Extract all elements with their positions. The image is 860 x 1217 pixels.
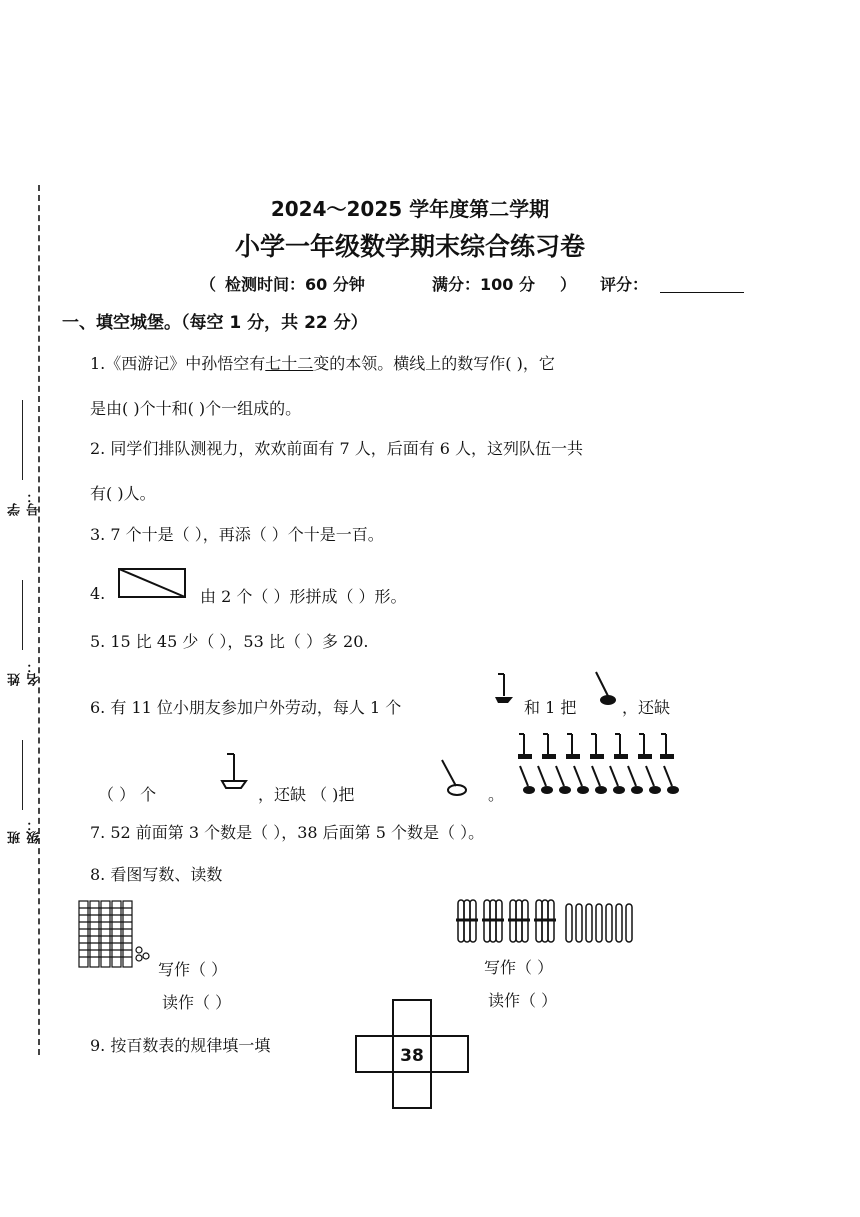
hundred-squares-figure [78, 900, 158, 970]
question-6-text-c: ，还缺 [622, 698, 671, 717]
question-3: 3. 7 个十是（ ），再添（ ）个十是一百。 [90, 525, 384, 544]
question-6-text-b: 和 1 把 [524, 698, 577, 717]
exam-close-paren: ） [560, 275, 577, 294]
shovel-icon [542, 734, 556, 759]
stick-bundle [508, 900, 530, 942]
shovel-icon [518, 734, 532, 759]
broom-icon [610, 766, 625, 794]
full-score: 满分：100 分 [432, 275, 535, 294]
question-1-line-1 [90, 351, 555, 374]
tools-group-figure [514, 730, 684, 800]
question-8-left-read: 读作（ ） [162, 993, 232, 1012]
question-8-title: 8. 看图写数、读数 [90, 865, 223, 884]
broom-icon [438, 758, 468, 798]
single-sticks [566, 904, 632, 942]
section-1-title: 一、填空城堡。（每空 1 分，共 22 分） [62, 313, 368, 333]
class-label: 班级： [8, 818, 42, 844]
question-9-title: 9. 按百数表的规律填一填 [90, 1036, 271, 1055]
shovel-icon [590, 734, 604, 759]
stick-bundles-figure [456, 896, 642, 948]
broom-icon [520, 766, 535, 794]
question-5: 5. 15 比 45 少（ ），53 比（ ）多 20. [90, 632, 369, 651]
term-title: 2024～2025 学年度第二学期 [270, 197, 550, 221]
rectangle-diagonal-figure [118, 568, 188, 602]
hundred-chart-cross [354, 998, 472, 1110]
question-8-right-write: 写作（ ） [484, 958, 554, 977]
page-title: 小学一年级数学期末综合练习卷 [234, 232, 585, 261]
name-blank [22, 580, 23, 650]
broom-icon [574, 766, 589, 794]
shovel-row [518, 734, 674, 759]
broom-icon [592, 670, 620, 708]
stick-bundle [456, 900, 478, 942]
question-2-line-1: 2. 同学们排队测视力，欢欢前面有 7 人，后面有 6 人，这列队伍一共 [90, 439, 584, 458]
shovel-icon [492, 672, 518, 708]
stick-bundle [534, 900, 556, 942]
question-6-text-e: ，还缺 （ )把 [258, 785, 355, 804]
question-1-text-a: 1.《西游记》中孙悟空有 [90, 354, 266, 373]
exam-time: 检测时间：60 分钟 [225, 275, 365, 294]
class-blank [22, 740, 23, 810]
question-6-text-f: 。 [488, 785, 505, 804]
score-blank[interactable] [660, 292, 744, 293]
center-number: 38 [400, 1046, 424, 1066]
score-label: 评分： [600, 275, 649, 294]
question-1-underlined-number: 七十二 [265, 354, 314, 373]
binding-dashed-line [38, 185, 40, 1055]
broom-icon [538, 766, 553, 794]
question-2-line-2: 有( )人。 [90, 484, 156, 503]
broom-icon [628, 766, 643, 794]
question-6-text-d: （ ） 个 [98, 785, 157, 804]
shovel-icon [220, 752, 250, 794]
broom-icon [592, 766, 607, 794]
shovel-icon [614, 734, 628, 759]
question-8-right-read: 读作（ ） [488, 991, 558, 1010]
student-no-label: 学号： [8, 490, 42, 516]
question-6-text-a: 6. 有 11 位小朋友参加户外劳动，每人 1 个 [90, 698, 402, 717]
exam-open-paren: （ [200, 275, 217, 294]
student-no-blank [22, 400, 23, 480]
question-8-left-write: 写作（ ） [158, 960, 228, 979]
question-4-text: 由 2 个（ ）形拼成（ ）形。 [200, 587, 407, 606]
stick-bundle [482, 900, 504, 942]
broom-icon [664, 766, 679, 794]
question-4-number: 4. [90, 584, 106, 603]
question-7: 7. 52 前面第 3 个数是（ ），38 后面第 5 个数是（ ）。 [90, 823, 485, 842]
question-1-line-2: 是由( )个十和( )个一组成的。 [90, 399, 302, 418]
name-label: 姓名： [8, 660, 42, 686]
shovel-icon [660, 734, 674, 759]
shovel-icon [638, 734, 652, 759]
broom-row [520, 766, 679, 794]
question-1-text-b: 变的本领。横线上的数写作( )，它 [313, 354, 555, 373]
broom-icon [556, 766, 571, 794]
shovel-icon [566, 734, 580, 759]
broom-icon [646, 766, 661, 794]
